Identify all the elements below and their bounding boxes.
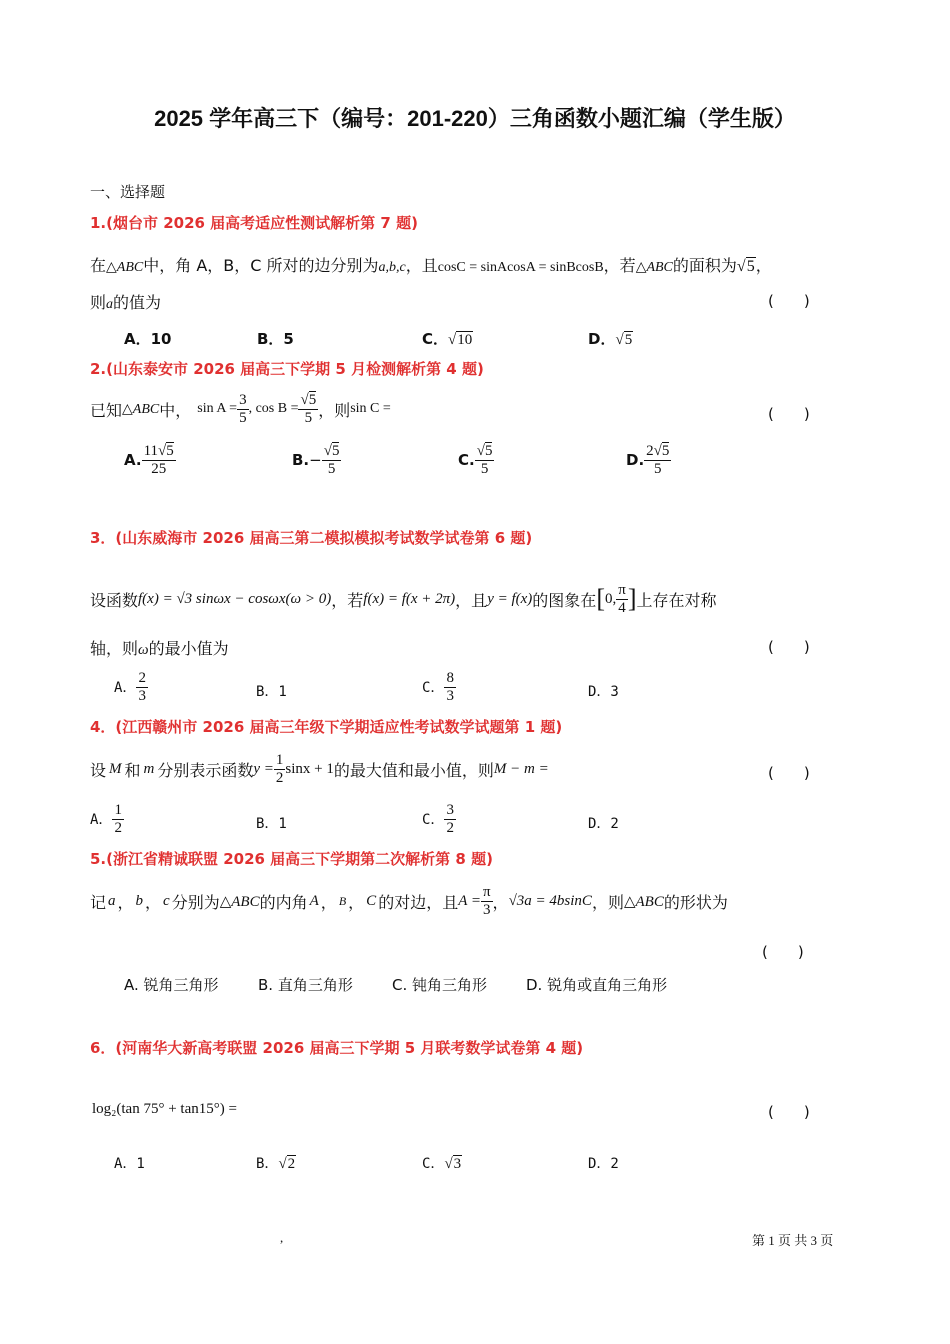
question-6-source: 6．(河南华大新高考联盟 2026 届高三下学期 5 月联考数学试卷第 4 题) — [90, 1039, 584, 1057]
option-a: A. $\frac{11√5}{25}$ — [124, 443, 174, 477]
option-d: D．2 — [588, 816, 619, 832]
question-3-line-1: 设函数 f(x) = √3 sinωx − cosωx(ω > 0) ，若 f(x) = f(x + 2π) ，且 y = f(x) 的图象在 [ 0, $\frac{\pi}{4}$ ] 上存在对称 — [90, 582, 717, 616]
option-c: C. 钝角三角形 — [392, 976, 488, 994]
question-4-line-1: 设 M 和 m 分别表示函数 y = $\frac{1}{2}$ sinx + 1 的最大值和最小值，则 M − m = — [90, 752, 549, 786]
option-b: B. − $\frac{√5}{5}$ — [292, 443, 340, 477]
question-3-line-2: 轴，则ω的最小值为 — [90, 639, 229, 658]
option-c: C．√10 — [422, 330, 473, 348]
question-5-source: 5.(浙江省精诚联盟 2026 届高三下学期第二次解析第 8 题) — [90, 850, 493, 868]
question-1-source: 1.(烟台市 2026 届高考适应性测试解析第 7 题) — [90, 214, 418, 232]
sqrt-expression: √5 — [736, 258, 755, 275]
option-b: B．√2 — [256, 1156, 296, 1172]
option-a: A． $\frac{1}{2}$ — [90, 802, 122, 836]
option-d: D. $\frac{2√5}{5}$ — [626, 443, 670, 477]
triangle-abc: △ABC — [106, 260, 144, 275]
option-d: D．√5 — [588, 330, 633, 348]
option-a: A．10 — [124, 330, 172, 348]
question-4-source: 4．(江西赣州市 2026 届高三年级下学期适应性考试数学试题第 1 题) — [90, 718, 563, 736]
answer-blank: ( ) — [768, 405, 810, 423]
question-1-line-1: 在△ABC中，角 A，B，C 所对的边分别为a,b,c，且cosC = sinAcosA = sinBcosB，若△ABC的面积为√5， — [90, 256, 772, 275]
answer-blank: ( ) — [762, 943, 804, 961]
answer-blank: ( ) — [768, 1103, 810, 1121]
question-5-line-1: 记 a ， b ， c 分别为 △ABC 的内角 A ， B ， C 的对边，且 A = $\frac{\pi}{3}$ ， √ 3a = 4bsinC ，则 △ABC 的形状为 — [90, 884, 728, 918]
option-b: B．1 — [256, 816, 287, 832]
option-c: C． $\frac{8}{3}$ — [422, 670, 454, 704]
page-number: 第 1 页 共 3 页 — [752, 1233, 834, 1248]
option-b: B. 直角三角形 — [258, 976, 353, 994]
document-title: 2025 学年高三下（编号：201-220）三角函数小题汇编（学生版） — [154, 106, 796, 131]
option-d: D．3 — [588, 684, 619, 700]
option-b: B．5 — [257, 330, 294, 348]
fraction: $\frac{3}{5}$ — [239, 392, 247, 426]
option-c: C． $\frac{3}{2}$ — [422, 802, 454, 836]
answer-blank: ( ) — [768, 764, 810, 782]
option-a: A． $\frac{2}{3}$ — [114, 670, 146, 704]
option-a: A. 锐角三角形 — [124, 976, 219, 994]
option-d: D. 锐角或直角三角形 — [526, 976, 668, 994]
question-3-source: 3．(山东威海市 2026 届高三第二模拟模拟考试数学试卷第 6 题) — [90, 529, 533, 547]
condition-formula: cosC = sinAcosA = sinBcosB — [437, 260, 604, 275]
option-d: D．2 — [588, 1156, 619, 1172]
question-2-line-1: 已知 △ABC 中， sin A = $\frac{3}{5}$ , cos B = $\frac{√5}{5}$ ，则 sin C = — [90, 392, 391, 426]
footer-mark: , — [280, 1230, 284, 1245]
question-1-line-2: 则a的值为 — [90, 293, 162, 312]
option-a: A．1 — [114, 1156, 145, 1172]
option-c: C. $\frac{√5}{5}$ — [458, 443, 493, 477]
section-heading: 一、选择题 — [90, 183, 166, 201]
option-b: B．1 — [256, 684, 287, 700]
option-c: C．√3 — [422, 1156, 462, 1172]
question-2-source: 2.(山东泰安市 2026 届高三下学期 5 月检测解析第 4 题) — [90, 360, 484, 378]
answer-blank: ( ) — [768, 292, 810, 310]
answer-blank: ( ) — [768, 638, 810, 656]
question-6-expression: log₂(tan 75° + tan15°) = — [92, 1101, 237, 1117]
fraction: $\frac{√5}{5}$ — [300, 392, 317, 426]
